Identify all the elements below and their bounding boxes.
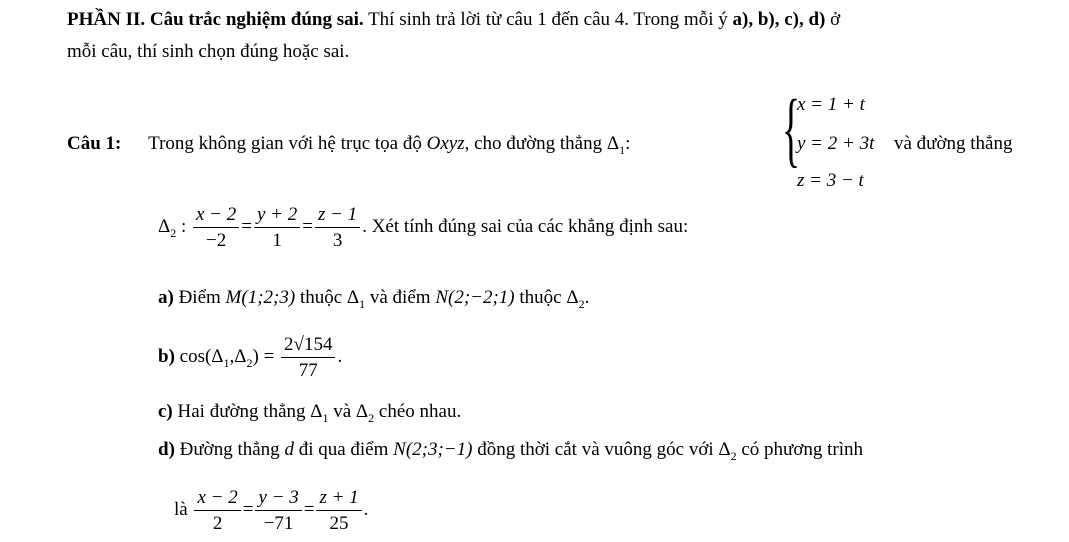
cos-open: cos(Δ: [179, 345, 224, 367]
system-eq-x: x = 1 + t: [797, 94, 865, 115]
question-line: [67, 133, 631, 157]
section-header-line1: [67, 10, 840, 29]
delta1-ref: Δ: [346, 287, 360, 308]
cos-close: ) =: [252, 345, 275, 367]
delta2-ref: Δ: [566, 287, 579, 308]
fraction-z-num: z − 1: [315, 205, 360, 228]
statement-d-equation: là $\frac{x - 2}{2}$ = $\frac{y - 3}{-71}$ = $\frac{z + 1}{25}$ .: [174, 487, 369, 534]
c-delta2-sub: 2: [368, 411, 375, 425]
c-delta1-sub: 1: [322, 411, 329, 425]
fraction-x-den: −2: [206, 230, 227, 251]
section-title: PHẦN II. Câu trắc nghiệm đúng sai.: [67, 9, 364, 30]
statement-c: [158, 401, 462, 425]
cos-fraction: [281, 335, 335, 380]
question-text-after: và đường thẳng: [894, 133, 1013, 154]
d-fraction-y: [255, 488, 301, 533]
fraction-y-num: y + 2: [254, 205, 300, 228]
delta1-symbol: Δ: [606, 133, 620, 154]
statement-a-label: a): [158, 287, 174, 308]
coordinate-system: Oxyz: [426, 133, 465, 154]
delta2-symbol: Δ: [158, 215, 171, 237]
statement-b: b) $\cos(\Delta_1,\Delta_2)$ = $\frac{2√154}{77}$ .: [158, 334, 343, 381]
statement-a-text2: thuộc: [299, 287, 343, 308]
fraction-z-den: 3: [332, 230, 343, 251]
colon: :: [625, 133, 631, 154]
statement-c-and: và: [333, 401, 352, 422]
statement-c-text1: Hai đường thẳng: [177, 401, 306, 422]
statement-d-label: d): [158, 439, 175, 460]
statement-d-text3: đồng thời cắt và vuông góc với: [477, 439, 714, 460]
delta2-ref-sub: 2: [578, 297, 585, 311]
question-label: Câu 1:: [67, 133, 122, 154]
statement-d-text4: có phương trình: [741, 439, 864, 460]
cos-sub2: 2: [246, 355, 253, 370]
statement-a-text4: thuộc: [519, 287, 562, 308]
d-delta2-sub: 2: [730, 449, 737, 463]
statement-c-label: c): [158, 401, 173, 422]
d-fraction-z: [316, 488, 361, 533]
d-fraction-x-den: 2: [212, 513, 223, 534]
statement-a-text3: và điểm: [369, 287, 431, 308]
statement-d-la: là: [174, 498, 188, 520]
section-items: a), b), c), d): [732, 9, 826, 30]
section-instructions: Thí sinh trả lời từ câu 1 đến câu 4. Trong mỗi ý: [363, 9, 733, 30]
delta1-ref-sub: 1: [359, 297, 366, 311]
point-n2: N(2;3;−1): [393, 439, 473, 460]
question-text-cont: , cho đường thẳng: [464, 133, 603, 154]
statement-a: a) Điểm M(1;2;3) thuộc $\Delta_1$ và điểm N(2;−2;1) thuộc $\Delta_2$.: [158, 287, 590, 311]
d-fraction-z-num: z + 1: [316, 488, 361, 511]
delta2-equation: $\Delta_2$ : $\frac{x - 2}{-2}$ = $\frac{y + 2}{1}$ = $\frac{z - 1}{3}$ . Xét tính đúng sai của các khẳng định sau:: [158, 204, 689, 251]
statement-d: [158, 439, 864, 463]
statement-d-text2: đi qua điểm: [298, 439, 389, 460]
point-n: N(2;−2;1): [435, 287, 515, 308]
cos-den: 77: [298, 360, 318, 381]
system-eq-z: z = 3 − t: [797, 170, 864, 191]
fraction-z: [315, 205, 360, 250]
d-fraction-y-num: y − 3: [255, 488, 301, 511]
fraction-y: [254, 205, 300, 250]
system-brace: {: [782, 83, 801, 176]
cos-num: 2√154: [281, 335, 335, 358]
statement-c-text2: chéo nhau.: [378, 401, 462, 422]
section-header-line2: mỗi câu, thí sinh chọn đúng hoặc sai.: [67, 41, 350, 62]
question-tail: . Xét tính đúng sai của các khẳng định sau:: [362, 215, 689, 237]
fraction-y-den: 1: [272, 230, 282, 251]
statement-b-label: b): [158, 345, 175, 367]
d-fraction-y-den: −71: [263, 513, 294, 534]
d-fraction-x-num: x − 2: [194, 488, 240, 511]
d-fraction-x: [194, 488, 240, 533]
delta2-subscript: 2: [170, 225, 177, 240]
fraction-x-num: x − 2: [193, 205, 239, 228]
point-m: M(1;2;3): [225, 287, 296, 308]
c-delta1: Δ: [310, 401, 323, 422]
line-d: d: [284, 439, 294, 460]
statement-a-text1: Điểm: [178, 287, 221, 308]
c-delta2: Δ: [355, 401, 369, 422]
cos-mid: ,Δ: [229, 345, 247, 367]
statement-d-text1: Đường thẳng: [179, 439, 280, 460]
system-eq-y: y = 2 + 3t: [797, 133, 875, 154]
cos-sub1: 1: [223, 355, 230, 370]
d-fraction-z-den: 25: [329, 513, 349, 534]
d-delta2: Δ: [718, 439, 731, 460]
fraction-x: [193, 205, 239, 250]
delta1-subscript: 1: [619, 143, 626, 157]
section-instructions-end: ở: [825, 9, 841, 30]
question-text: Trong không gian với hệ trục tọa độ: [148, 133, 422, 154]
